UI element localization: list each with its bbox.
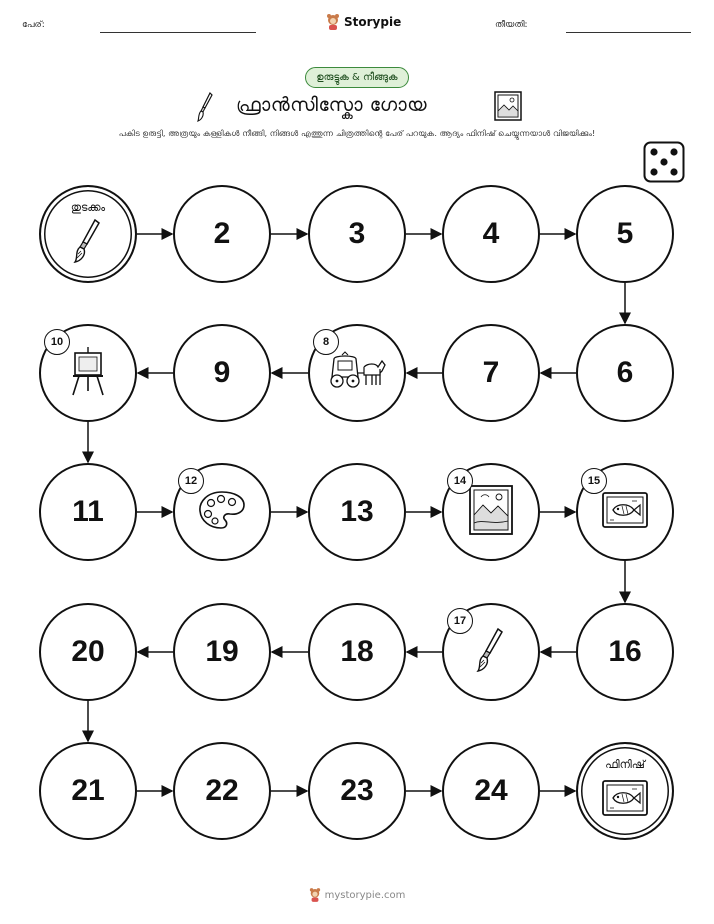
space-number: 3 — [348, 217, 366, 250]
space-number-badge: 15 — [581, 468, 607, 494]
date-label: തീയതി: — [495, 20, 528, 30]
title-brush-icon — [197, 92, 215, 126]
space-number: 23 — [340, 774, 374, 807]
date-line[interactable] — [566, 32, 691, 33]
space-number-badge: 8 — [313, 329, 339, 355]
paintbrush-icon — [73, 218, 103, 268]
paintbrush-icon — [476, 627, 506, 677]
space-number-badge: 10 — [44, 329, 70, 355]
name-label: പേര്: — [22, 20, 45, 30]
footer — [309, 888, 406, 902]
board-space-23 — [308, 742, 406, 840]
space-number-badge: 12 — [178, 468, 204, 494]
board-space-9 — [173, 324, 271, 422]
board-space-22 — [173, 742, 271, 840]
space-number: 22 — [205, 774, 239, 807]
fish-painting-icon — [602, 780, 648, 820]
board-space-18 — [308, 603, 406, 701]
board-space-5 — [576, 185, 674, 283]
space-number: 21 — [71, 774, 105, 807]
mascot-icon — [326, 14, 340, 30]
brand-name: Storypie — [344, 15, 402, 29]
space-number: 9 — [213, 356, 231, 389]
space-number: 13 — [340, 495, 374, 528]
space-number: 18 — [340, 635, 374, 668]
board-space-19 — [173, 603, 271, 701]
carriage-icon — [328, 351, 386, 395]
footer-mascot-icon — [309, 888, 321, 902]
space-number: 16 — [608, 635, 642, 668]
dice-icon — [643, 141, 685, 187]
space-number: 20 — [71, 635, 105, 668]
board-space-2 — [173, 185, 271, 283]
page-title: ഫ്രാൻസിസ്കോ ഗോയ — [236, 94, 428, 116]
start-space — [39, 185, 137, 283]
space-number: 5 — [616, 217, 634, 250]
board-space-13 — [308, 463, 406, 561]
space-number: 4 — [482, 217, 500, 250]
space-number-badge: 14 — [447, 468, 473, 494]
name-line[interactable] — [100, 32, 256, 33]
space-number: 2 — [213, 217, 231, 250]
palette-icon — [197, 489, 247, 535]
game-type-badge: ഉരുട്ടുക & നീങ്ങുക — [305, 67, 408, 88]
space-number: 24 — [474, 774, 508, 807]
finish-space — [576, 742, 674, 840]
space-number: 19 — [205, 635, 239, 668]
landscape-painting-icon — [469, 485, 513, 539]
space-number: 11 — [72, 495, 104, 528]
board-space-7 — [442, 324, 540, 422]
footer-url: mystorypie.com — [324, 889, 406, 901]
board-space-24 — [442, 742, 540, 840]
space-number-badge: 17 — [447, 608, 473, 634]
board-space-20 — [39, 603, 137, 701]
board-space-11 — [39, 463, 137, 561]
fish-painting-icon — [602, 492, 648, 532]
brand-logo — [326, 14, 401, 30]
board-space-6 — [576, 324, 674, 422]
board-space-21 — [39, 742, 137, 840]
start-label: തുടക്കം — [70, 201, 106, 214]
finish-label: ഫിനിഷ് — [605, 758, 645, 771]
space-number: 7 — [482, 356, 500, 389]
space-number: 6 — [616, 356, 634, 389]
title-painting-icon — [494, 91, 522, 125]
easel-icon — [69, 345, 107, 401]
instructions: പകിട ഉരുട്ടി, അത്രയും കള്ളികൾ നീങ്ങി, നിങ്ങൾ എത്തുന്ന ചിത്രത്തിന്റെ പേര് പറയുക. ആദ്യം ഫിനിഷ് ചെയ്യുന്നയാൾ വിജയിക്കും! — [118, 128, 596, 138]
board-space-16 — [576, 603, 674, 701]
board-space-4 — [442, 185, 540, 283]
board-space-3 — [308, 185, 406, 283]
